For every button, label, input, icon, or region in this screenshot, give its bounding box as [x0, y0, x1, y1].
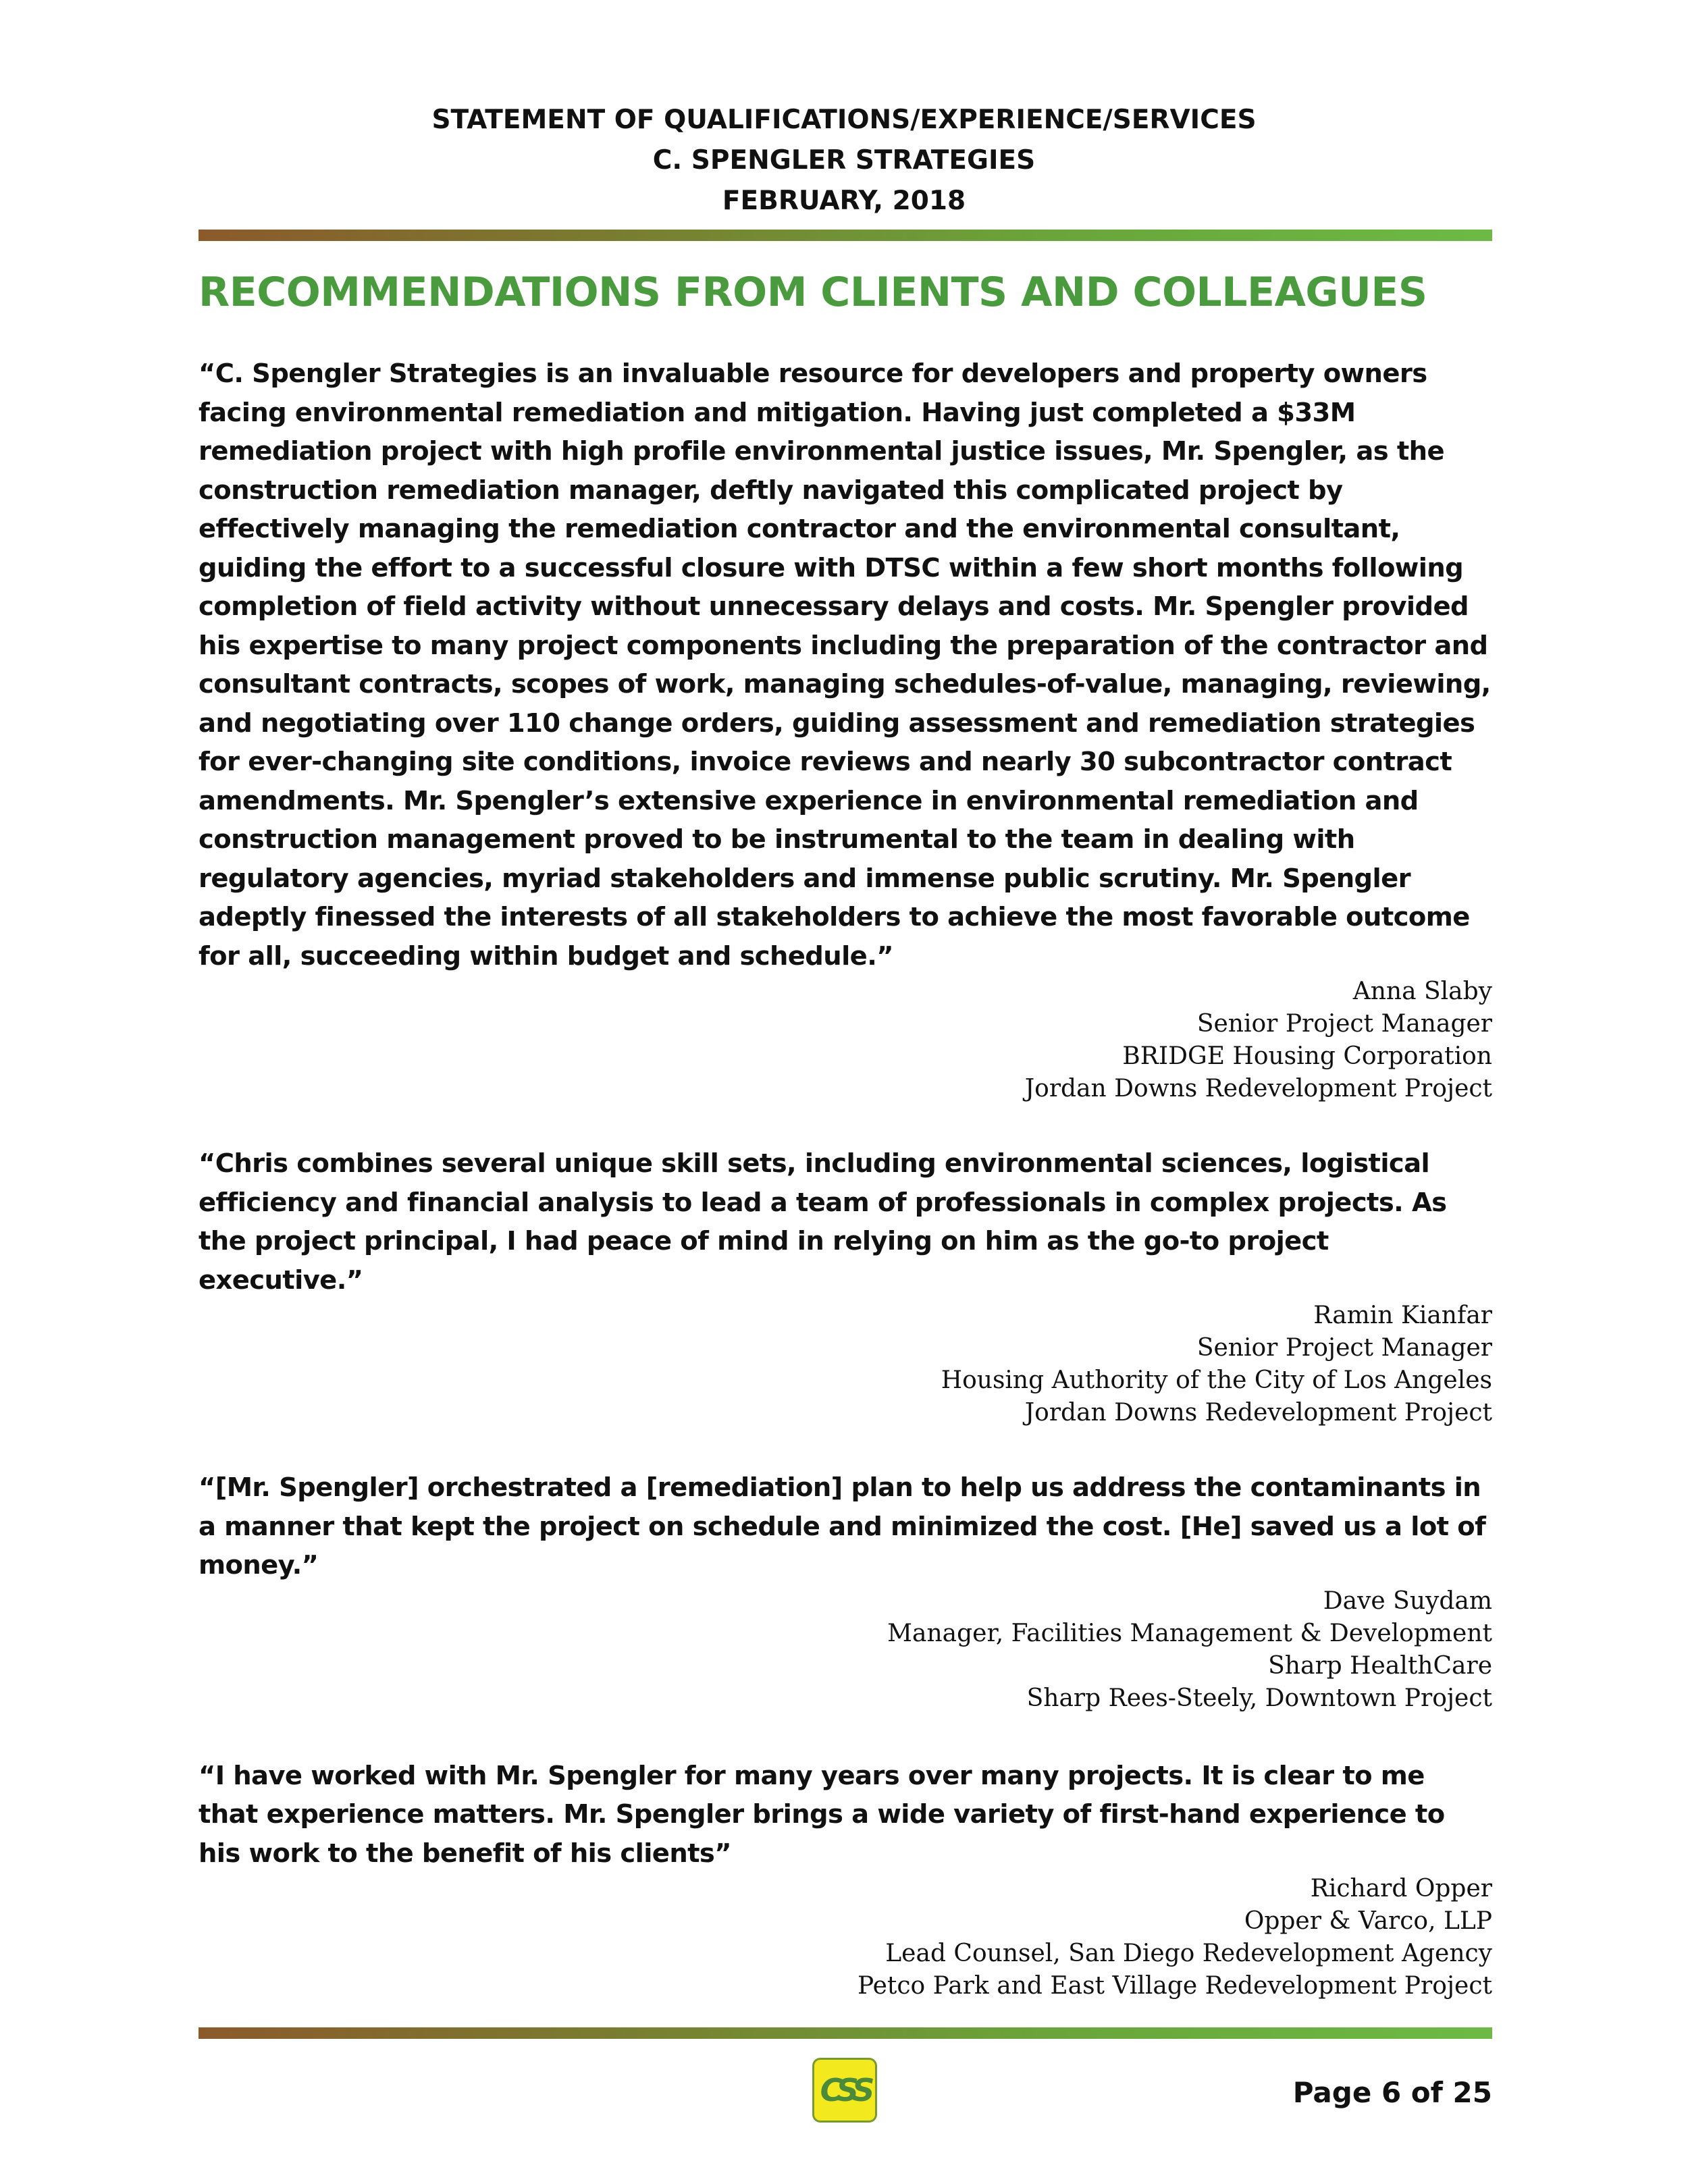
attribution-name: Richard Opper — [1310, 1875, 1492, 1902]
header-divider — [199, 230, 1492, 241]
attribution-organization: Housing Authority of the City of Los Angeles — [941, 1366, 1492, 1394]
header-line-1: STATEMENT OF QUALIFICATIONS/EXPERIENCE/SERVICES — [431, 105, 1257, 135]
attribution-organization: Opper & Varco, LLP — [1244, 1907, 1492, 1935]
testimonial-quote: “[Mr. Spengler] orchestrated a [remediation] plan to help us address the contaminants in a manner that kept the project on schedule and minimized the cost. [He] saved us a lot of money.” — [199, 1472, 1486, 1580]
attribution-organization: Sharp HealthCare — [1268, 1651, 1492, 1680]
document-header — [0, 100, 1688, 221]
attribution-title: Senior Project Manager — [1196, 1334, 1492, 1362]
testimonial-quote: “I have worked with Mr. Spengler for many years over many projects. It is clear to me that experience matters. Mr. Spengler brings a wide variety of first-hand experience to his work to the benefit of his clients” — [199, 1760, 1445, 1869]
attribution-name: Ramin Kianfar — [1313, 1302, 1492, 1329]
testimonial-attribution — [199, 976, 1492, 1105]
logo-text: CSS — [820, 2072, 870, 2108]
header-line-2: C. SPENGLER STRATEGIES — [652, 145, 1036, 176]
testimonial-attribution — [199, 1585, 1492, 1715]
section-title: RECOMMENDATIONS FROM CLIENTS AND COLLEAGUES — [199, 269, 1427, 316]
attribution-project: Petco Park and East Village Redevelopment Project — [858, 1972, 1492, 2000]
attribution-project: Sharp Rees-Steely, Downtown Project — [1026, 1684, 1492, 1712]
page-number: Page 6 of 25 — [1292, 2076, 1492, 2109]
attribution-project: Jordan Downs Redevelopment Project — [1024, 1075, 1492, 1102]
attribution-title: Lead Counsel, San Diego Redevelopment Agency — [885, 1940, 1492, 1967]
attribution-title: Manager, Facilities Management & Development — [887, 1619, 1492, 1647]
testimonials-list — [199, 354, 1492, 2042]
footer-divider — [199, 2027, 1492, 2039]
attribution-project: Jordan Downs Redevelopment Project — [1024, 1399, 1492, 1427]
testimonial — [199, 1757, 1492, 2003]
company-logo-icon — [812, 2058, 877, 2123]
testimonial-quote: “C. Spengler Strategies is an invaluable resource for developers and property owners facing environmental remediation and mitigation. Having just completed a $33M remediation project with high profile environmental justice issues, Mr. Spengler, as the construction remediation manager, deftly navigated this complicated project by effectively managing the remediation contractor and the environmental consultant, guiding the effort to a successful closure with DTSC within a few short months following completion of field activity without unnecessary delays and costs. Mr. Spengler provided his expertise to many project components including the preparation of the contractor and consultant contracts, scopes of work, managing schedules-of-value, managing, reviewing, and negotiating over 110 change orders, guiding assessment and remediation strategies for ever-changing site conditions, invoice reviews and nearly 30 subcontractor contract amendments. Mr. Spengler’s extensive experience in environmental remediation and construction management proved to be instrumental to the team in dealing with regulatory agencies, myriad stakeholders and immense public scrutiny. Mr. Spengler adeptly finessed the interests of all stakeholders to achieve the most favorable outcome for all, succeeding within budget and schedule.” — [199, 358, 1491, 971]
testimonial — [199, 1144, 1492, 1429]
testimonial — [199, 1468, 1492, 1715]
testimonial-quote: “Chris combines several unique skill sets, including environmental sciences, logistical efficiency and financial analysis to lead a team of professionals in complex projects. As the project principal, I had peace of mind in relying on him as the go-to project executive.” — [199, 1148, 1447, 1296]
testimonial-attribution — [199, 1300, 1492, 1429]
attribution-name: Anna Slaby — [1352, 978, 1492, 1005]
attribution-title: Senior Project Manager — [1196, 1010, 1492, 1038]
attribution-name: Dave Suydam — [1323, 1587, 1492, 1615]
header-line-3: FEBRUARY, 2018 — [722, 186, 966, 216]
testimonial — [199, 354, 1492, 1105]
attribution-organization: BRIDGE Housing Corporation — [1122, 1042, 1492, 1070]
testimonial-attribution — [199, 1873, 1492, 2002]
